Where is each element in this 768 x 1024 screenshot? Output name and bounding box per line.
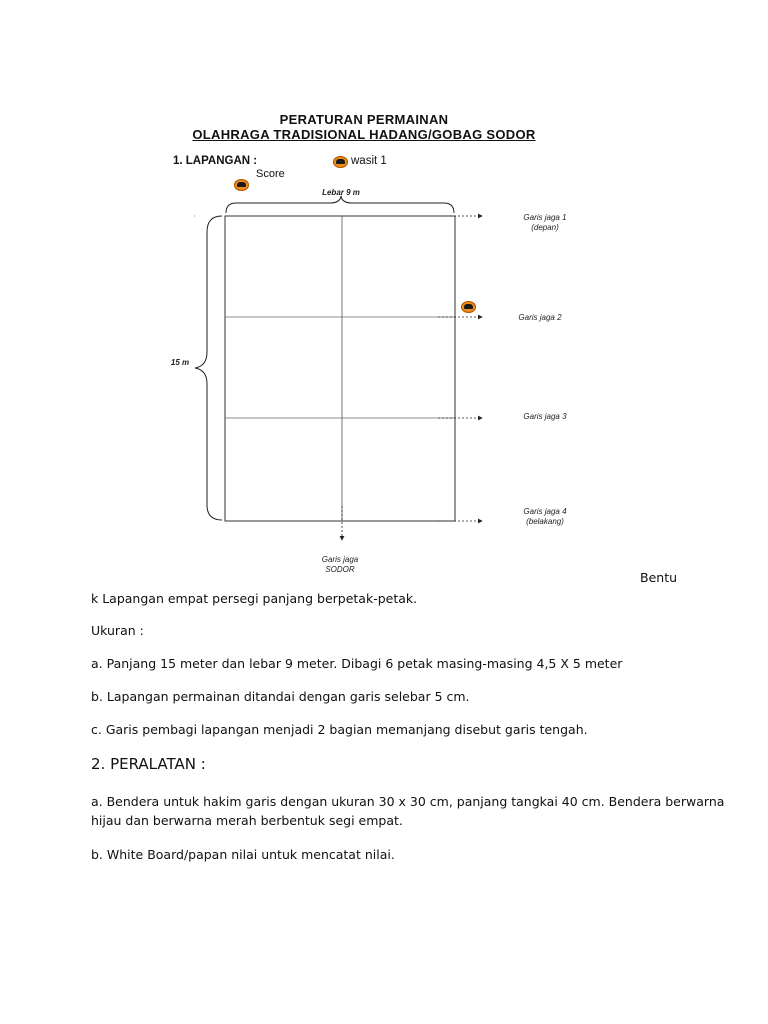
peralatan-item-a-line1: a. Bendera untuk hakim garis dengan ukuran 30 x 30 cm, panjang tangkai 40 cm. Bendera berwarna [91, 794, 725, 809]
score-label: Score [256, 168, 285, 180]
document-subtitle: OLAHRAGA TRADISIONAL HADANG/GOBAG SODOR [192, 127, 536, 142]
section-heading-peralatan: 2. PERALATAN : [91, 755, 206, 773]
guard-label-3: Garis jaga 3 [523, 412, 567, 421]
field-diagram [0, 180, 768, 580]
guard-label-2: Garis jaga 2 [518, 313, 562, 322]
ukuran-label: Ukuran : [91, 623, 144, 638]
guard-label-1: Garis jaga 1 (depan) [523, 213, 567, 232]
bentuk-prefix: Bentu [640, 570, 678, 585]
ukuran-item-c: c. Garis pembagi lapangan menjadi 2 bagian memanjang disebut garis tengah. [91, 722, 588, 737]
section-heading-lapangan: 1. LAPANGAN : [173, 155, 258, 167]
width-brace [226, 196, 454, 213]
guard-label-4: Garis jaga 4 (belakang) [523, 507, 567, 526]
peralatan-item-b: b. White Board/papan nilai untuk mencatat nilai. [91, 847, 395, 862]
peralatan-item-a-line2: hijau dan berwarna merah berbentuk segi empat. [91, 813, 403, 828]
referee-icon [333, 156, 348, 168]
width-label: Lebar 9 m [322, 188, 360, 197]
ukuran-item-a: a. Panjang 15 meter dan lebar 9 meter. Dibagi 6 petak masing-masing 4,5 X 5 meter [91, 656, 623, 671]
ukuran-item-b: b. Lapangan permainan ditandai dengan garis selebar 5 cm. [91, 689, 470, 704]
wasit-label: wasit 1 [351, 155, 387, 167]
bentuk-text: k Lapangan empat persegi panjang berpetak-petak. [91, 591, 418, 606]
field-rectangle [225, 216, 455, 521]
length-label: 15 m [170, 358, 190, 367]
sodor-label: Garis jaga SODOR [321, 555, 359, 574]
document-title: PERATURAN PERMAINAN [279, 112, 449, 127]
length-brace [195, 216, 222, 520]
referee-icon-side [461, 301, 476, 313]
